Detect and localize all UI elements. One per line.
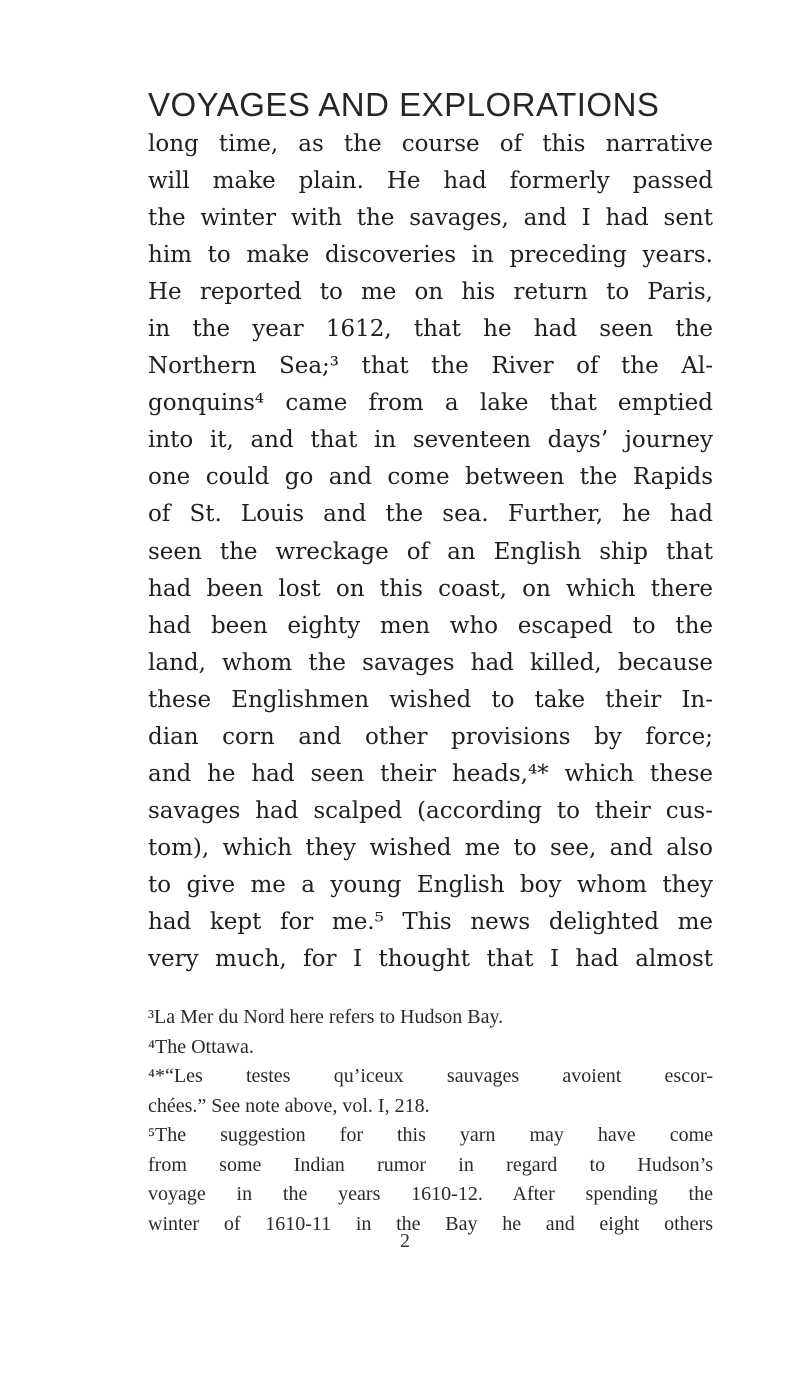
body-line: the winter with the savages, and I had sent xyxy=(148,205,713,232)
footnote-line: ⁴*“Les testes qu’iceux sauvages avoient escor- xyxy=(148,1065,713,1087)
body-line: dian corn and other provisions by force; xyxy=(148,723,713,750)
page-number: 2 xyxy=(400,1230,410,1252)
body-line: tom), which they wished me to see, and also xyxy=(148,834,713,861)
body-line: these Englishmen wished to take their In- xyxy=(148,686,713,713)
body-line: had kept for me.⁵ This news delighted me xyxy=(148,908,713,935)
body-line: gonquins⁴ came from a lake that emptied xyxy=(148,390,713,417)
body-line: long time, as the course of this narrative xyxy=(148,131,713,157)
body-line: in the year 1612, that he had seen the xyxy=(148,316,713,343)
body-line: land, whom the savages had killed, because xyxy=(148,649,713,676)
footnotes xyxy=(148,1003,713,1239)
body-line: He reported to me on his return to Paris, xyxy=(148,279,713,306)
footnote-line: ³La Mer du Nord here refers to Hudson Bay. xyxy=(148,1006,504,1028)
body-line: will make plain. He had formerly passed xyxy=(148,168,713,195)
running-head: VOYAGES AND EXPLORATIONS xyxy=(148,86,660,123)
body-line: had been eighty men who escaped to the xyxy=(148,612,713,639)
body-line: savages had scalped (according to their cus- xyxy=(148,797,713,824)
body-line: Northern Sea;³ that the River of the Al- xyxy=(148,353,713,380)
body-line: very much, for I thought that I had almost xyxy=(148,946,713,973)
footnote-line: ⁴The Ottawa. xyxy=(148,1035,254,1058)
body-line: into it, and that in seventeen days’ journey xyxy=(148,427,713,454)
body-line: one could go and come between the Rapids xyxy=(148,464,713,491)
footnote-line: winter of 1610-11 in the Bay he and eight others xyxy=(148,1212,713,1235)
body-line: seen the wreckage of an English ship that xyxy=(148,538,713,565)
body-line: of St. Louis and the sea. Further, he had xyxy=(148,501,713,528)
body-line: to give me a young English boy whom they xyxy=(148,871,713,898)
body-line: had been lost on this coast, on which there xyxy=(148,575,713,602)
body-line: and he had seen their heads,⁴* which these xyxy=(148,760,713,787)
body-text xyxy=(148,126,713,978)
body-line: him to make discoveries in preceding years. xyxy=(148,242,713,269)
footnote-line: ⁵The suggestion for this yarn may have come xyxy=(148,1124,713,1146)
footnote-line: voyage in the years 1610-12. After spending the xyxy=(148,1183,713,1205)
footnote-line: from some Indian rumor in regard to Hudson’s xyxy=(148,1153,713,1176)
footnote-line: chées.” See note above, vol. I, 218. xyxy=(148,1094,430,1117)
